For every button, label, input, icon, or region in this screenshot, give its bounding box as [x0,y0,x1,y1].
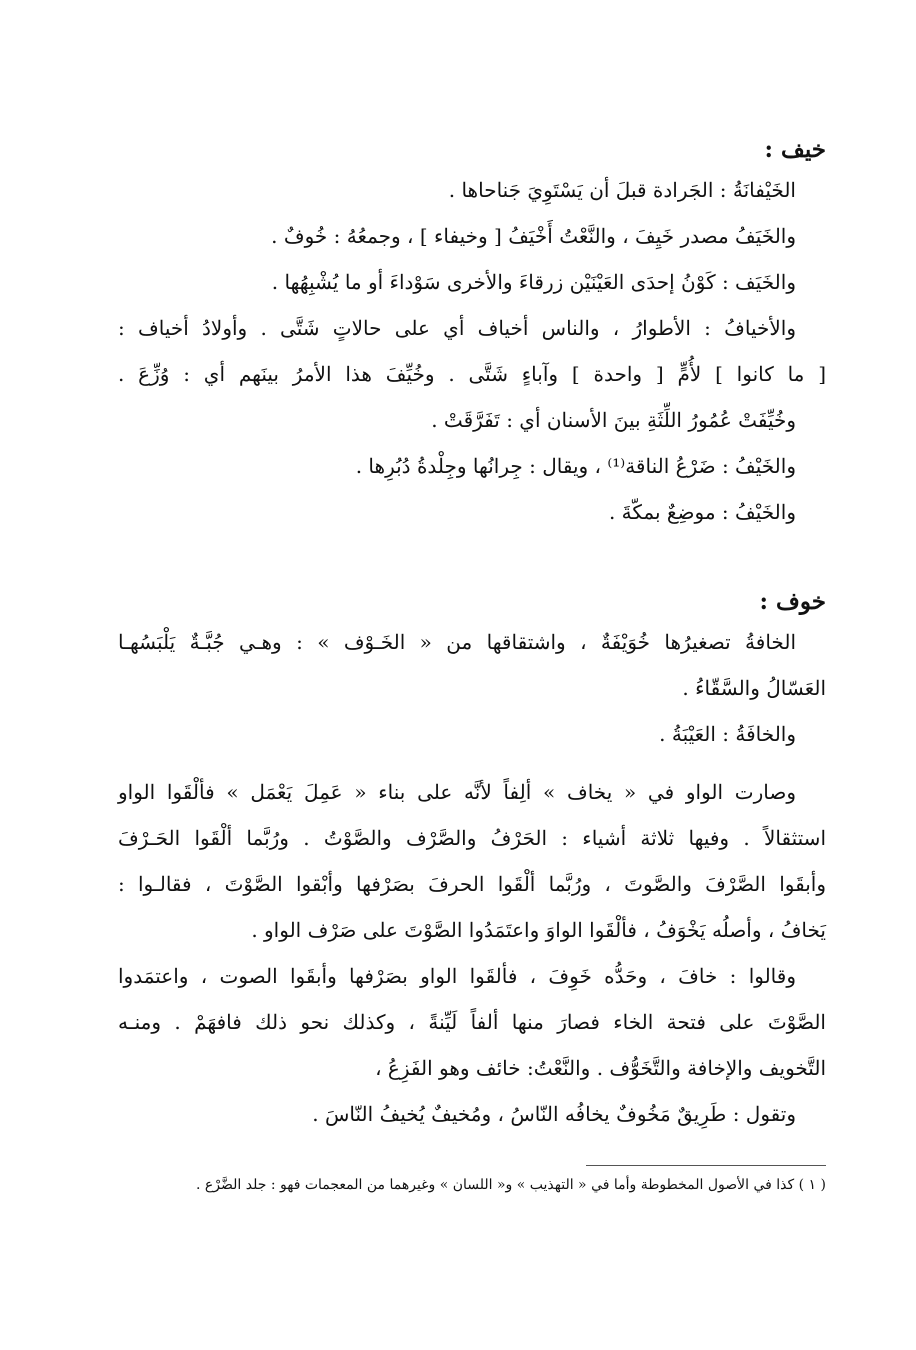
entry-line: الصَّوْتَ على فتحة الخاء فصارَ منها ألفاً لَيِّنةً ، وكذلك نحو ذلك فافهَمْ . ومنـه [118,1010,826,1034]
entry-line: وقالوا : خافَ ، وحَدُّه خَوِفَ ، فألقَوا الواو بصَرْفها وأبقَوا الصوت ، واعتمَدوا [118,964,796,988]
footnote: ( ١ ) كذا في الأصول المخطوطة وأما في « التهذيب » و« اللسان » وغيرهما من المعجمات فهو : جلد الضَّرْع . [196,1177,826,1193]
footnote-divider [586,1165,826,1166]
entry-line: وأبقَوا الصَّرْفَ والصَّوتَ ، ورُبَّما ألْقَوا الحرفَ بصَرْفها وأبْقوا الصَّوْتَ ، فقالـوا : [118,872,826,896]
entry-line: يَخافُ ، وأصلُه يَخْوَفُ ، فألْقَوا الواوَ واعتَمَدُوا الصَّوْتَ على صَرْف الواو . [251,918,826,942]
entry-line: والأخيافُ : الأطوارُ ، والناس أخياف أي على حالاتٍ شَتَّى . وأولادُ أخياف : [118,316,796,340]
entry-heading-khayf: خيف : [764,136,826,163]
entry-line: والخَيْفُ : ضَرْعُ الناقة⁽¹⁾ ، ويقال : جِرانُها وجِلْدةُ دُبُرِها . [355,454,796,478]
entry-line: والخَيَف : كَوْنُ إحدَى العَيْنَيْن زرقاءَ والأخرى سَوْداءَ أو ما يُشْبِهُها . [271,270,796,294]
entry-line: وتقول : طَرِيقٌ مَخُوفٌ يخافُه النّاسُ ، ومُخيفٌ يُخيفُ النّاسَ . [312,1102,796,1126]
entry-line: وخُيِّفَتْ عُمُورُ اللِّثَةِ بينَ الأسنان أي : تَفَرَّقَتْ . [431,408,796,432]
entry-line: وصارت الواو في « يخاف » ألِفاً لأنَّه على بناء « عَمِلَ يَعْمَل » فألْقَوا الواو [118,780,796,804]
entry-line: الخافةُ تصغيرُها خُوَيْفَةٌ ، واشتقاقها من « الخَـوْف » : وهـي جُبَّـةٌ يَلْبَسُهـا [118,630,796,654]
entry-line: والخَيْفُ : موضِعٌ بمكّةَ . [608,500,796,524]
entry-heading-khawf: خوف : [759,588,826,615]
entry-line: والخافَةُ : العَيْبَةُ . [659,722,796,746]
dictionary-page [118,120,826,1300]
entry-line: الخَيْفانَةُ : الجَرادة قبلَ أن يَسْتَوِيَ جَناحاها . [448,178,796,202]
entry-line: استثقالاً . وفيها ثلاثة أشياء : الحَرْفُ والصَّرْف والصَّوْتُ . ورُبَّما ألْقَوا الحَـرْفَ [118,826,826,850]
entry-line: العَسّالُ والسَّقّاءُ . [682,676,826,700]
entry-line: التَّخويف والإخافة والتَّخَوُّف . والنَّعْتُ: خائف وهو الفَزِعُ ، [375,1056,826,1080]
entry-line: [ ما كانوا ] لأُمٍّ [ واحدة ] وآباءٍ شَتَّى . وخُيِّفَ هذا الأمرُ بينَهم أي : وُزِّعَ . [118,362,826,386]
entry-line: والخَيَفُ مصدر خَيِفَ ، والنَّعْتُ أَخْيَفُ [ وخيفاء ] ، وجمعُهُ : خُوفٌ . [271,224,796,248]
